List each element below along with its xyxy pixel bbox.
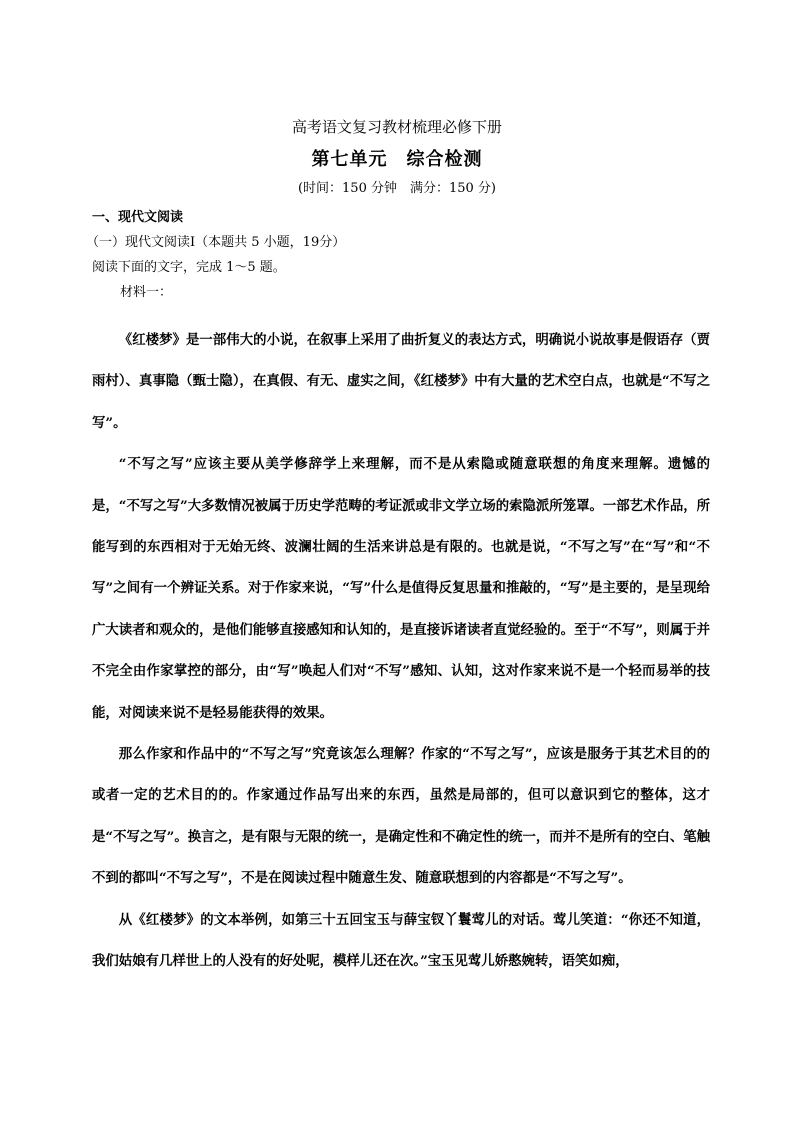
passage-paragraph: 那么作家和作品中的“不写之写”究竟该怎么理解？作家的“不写之写”，应该是服务于其艺术目的的或者一定的艺术目的的。作家通过作品写出来的东西，虽然是局部的，但可以意识到它的整体，这才是“不写之写”。换言之，是有限与无限的统一，是确定性和不确定性的统一，而并不是所有的空白、笔触不到的都叫“不写之写”，不是在阅读过程中随意生发、随意联想到的内容都是“不写之写”。 — [92, 746, 710, 887]
reading-instruction: 阅读下面的文字，完成 1～5 题。 — [92, 260, 286, 275]
passage-body — [92, 320, 710, 983]
passage-paragraph: 从《红楼梦》的文本举例，如第三十五回宝玉与薛宝钗丫鬟莺儿的对话。莺儿笑道：“你还不知道，我们姑娘有几样世上的人没有的好处呢，模样儿还在次。”宝玉见莺儿娇憨婉转，语笑如痴， — [92, 911, 710, 970]
section-heading: 一、现代文阅读 — [92, 210, 184, 225]
subsection-heading: （一）现代文阅读Ⅰ（本题共 5 小题，19分） — [86, 235, 346, 250]
document-header-title: 高考语文复习教材梳理必修下册 — [291, 118, 502, 136]
unit-title: 第七单元 综合检测 — [311, 149, 483, 170]
passage-paragraph: “不写之写”应该主要从美学修辞学上来理解，而不是从索隐或随意联想的角度来理解。遗憾的是，“不写之写”大多数情况被属于历史学范畴的考证派或非文学立场的索隐派所笼罩。一部艺术作品，所能写到的东西相对于无始无终、波澜壮阔的生活来讲总是有限的。也就是说，“不写之写”在“写”和“不写”之间有一个辨证关系。对于作家来说，“写”什么是值得反复思量和推敲的，“写”是主要的，是呈现给广大读者和观众的，是他们能够直接感知和认知的，是直接诉诸读者直觉经验的。至于“不写”，则属于并不完全由作家掌控的部分，由“写”唤起人们对“不写”感知、认知，这对作家来说不是一个轻而易举的技能，对阅读来说不是轻易能获得的效果。 — [92, 456, 710, 721]
time-score-info: (时间：150 分钟 满分：150 分) — [297, 181, 497, 196]
material-label: 材料一： — [120, 285, 173, 300]
passage-paragraph: 《红楼梦》是一部伟大的小说，在叙事上采用了曲折复义的表达方式，明确说小说故事是假语存（贾雨村）、真事隐（甄士隐），在真假、有无、虚实之间，《红楼梦》中有大量的艺术空白点，也就是“不写之写”。 — [92, 332, 710, 431]
